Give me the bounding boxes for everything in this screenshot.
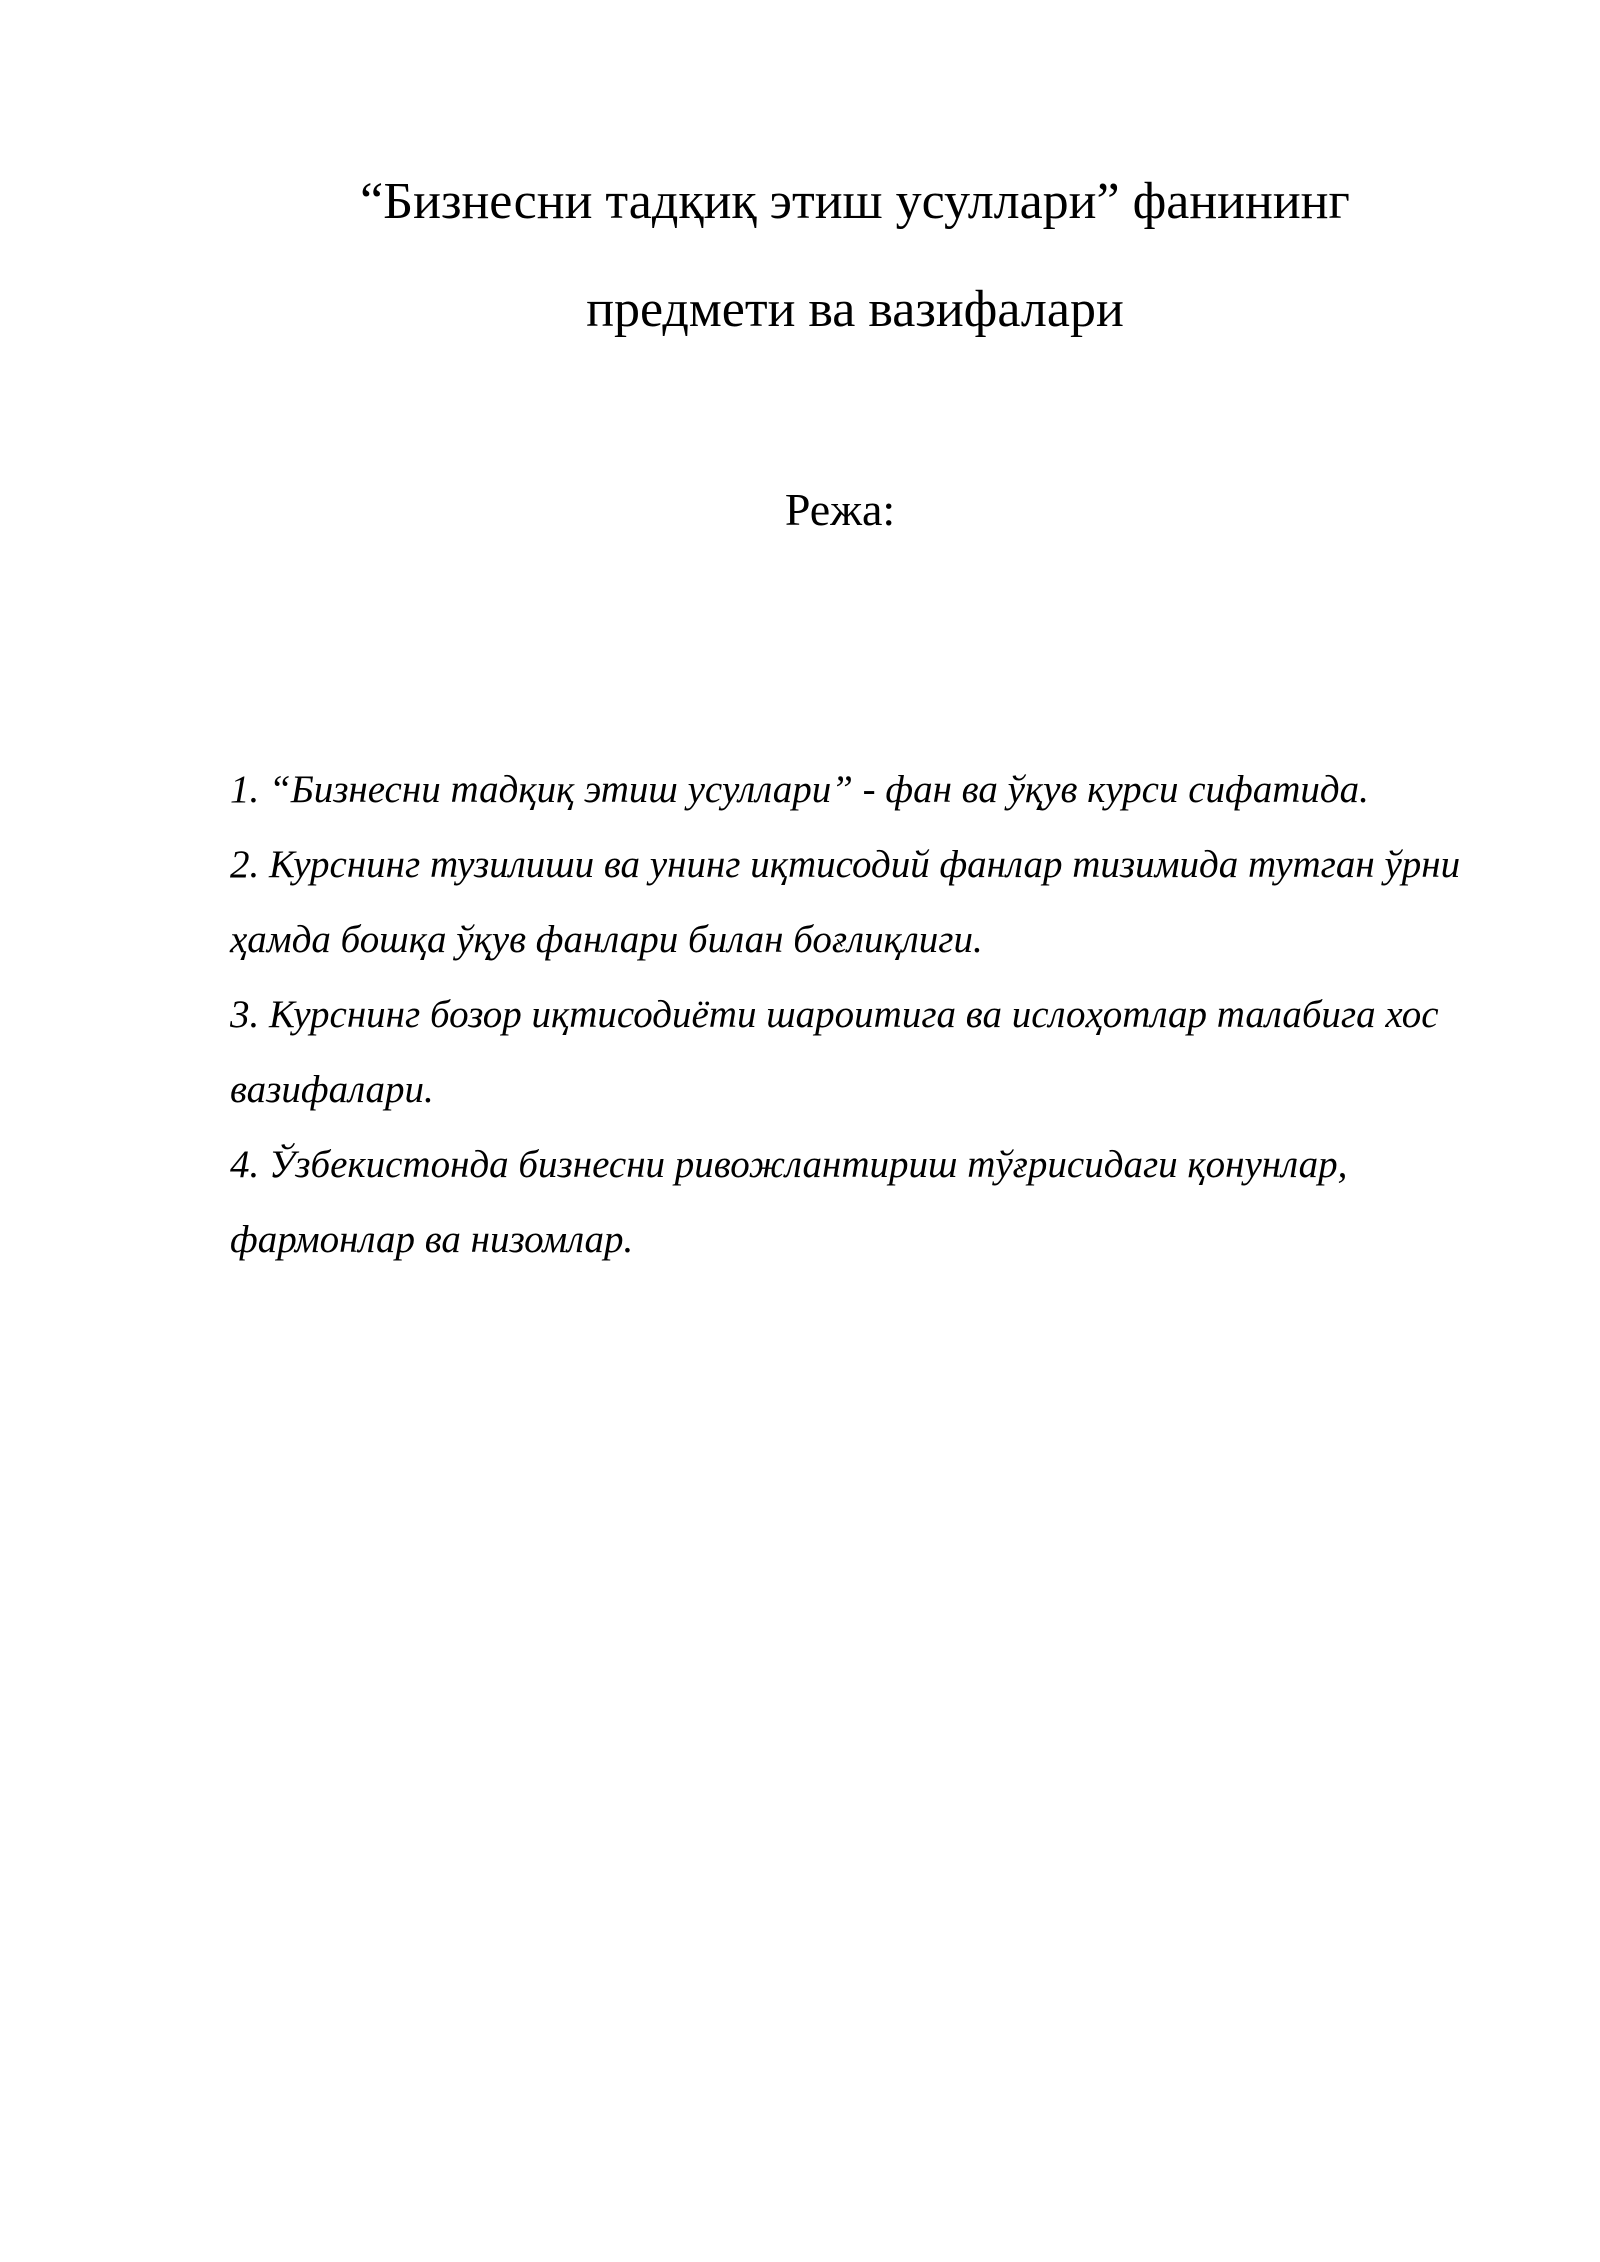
plan-item-3: 3. Курснинг бозор иқтисодиёти шароитига ва ислоҳотлар талабига хос вазифалари. (230, 993, 1439, 1111)
plan-item-4: 4. Ўзбекистонда бизнесни ривожлантириш тўғрисидаги қонунлар, фармонлар ва низомлар. (230, 1143, 1348, 1261)
title-line-1: “Бизнесни тадқиқ этиш усуллари” фанининг (360, 173, 1350, 230)
document-title (230, 148, 1480, 364)
plan-list (230, 752, 1500, 1277)
plan-heading: Режа: (784, 484, 896, 535)
plan-item-1: 1. “Бизнесни тадқиқ этиш усуллари” - фан ва ўқув курси сифатида. (230, 768, 1369, 811)
title-line-2: предмети ва вазифалари (586, 281, 1124, 338)
plan-item-2: 2. Курснинг тузилиши ва унинг иқтисодий фанлар тизимида тутган ўрни ҳамда бошқа ўқув фанлари билан боғлиқлиги. (230, 843, 1461, 961)
